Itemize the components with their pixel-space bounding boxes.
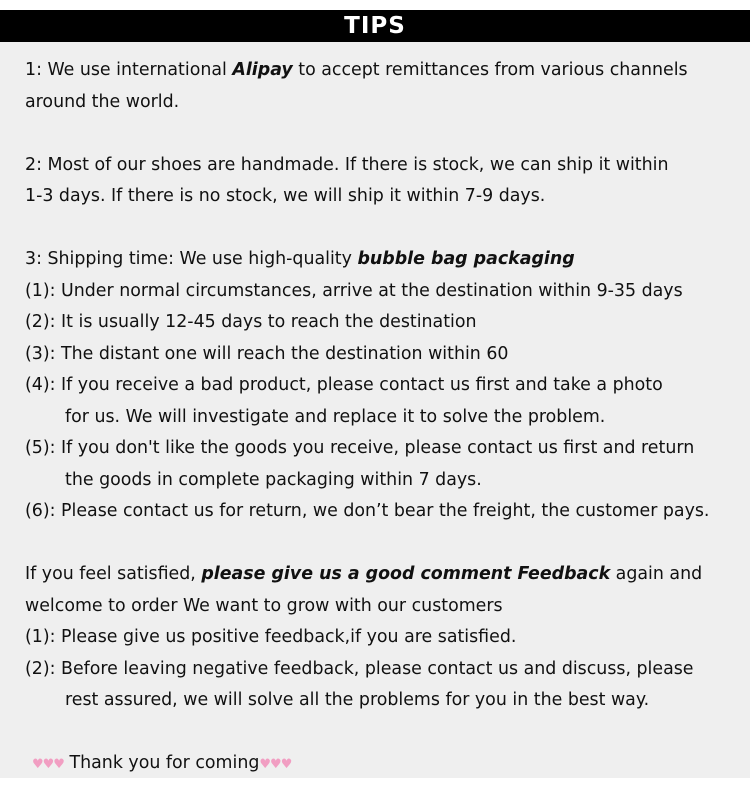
- shipping-item-3: (3): The distant one will reach the destination within 60: [25, 344, 509, 364]
- thanks-line: [32, 752, 291, 774]
- tip-2-line-1: 2: Most of our shoes are handmade. If there is stock, we can ship it within: [25, 155, 669, 175]
- feedback-text: If you feel satisfied,: [25, 564, 202, 584]
- page-title: TIPS: [344, 13, 406, 39]
- feedback-item-2: (2): Before leaving negative feedback, please contact us and discuss, please: [25, 659, 694, 679]
- hearts-icon: ♥♥♥: [32, 757, 64, 772]
- feedback-item-2-cont: rest assured, we will solve all the problems for you in the best way.: [65, 690, 650, 710]
- feedback-text-cont: again and: [610, 564, 703, 584]
- feedback-line-1: [25, 563, 702, 585]
- tips-title-bar: [0, 10, 750, 42]
- tip-2-line-2: 1-3 days. If there is no stock, we will ship it within 7-9 days.: [25, 186, 546, 206]
- tip-1-line-2: around the world.: [25, 92, 180, 112]
- shipping-item-4-cont: for us. We will investigate and replace it to solve the problem.: [65, 407, 606, 427]
- feedback-emphasis: please give us a good comment Feedback: [201, 564, 611, 584]
- alipay-emphasis: Alipay: [232, 60, 293, 80]
- shipping-item-4: (4): If you receive a bad product, please contact us first and take a photo: [25, 375, 663, 395]
- tip-1-text: 1: We use international: [25, 60, 233, 80]
- shipping-item-2: (2): It is usually 12-45 days to reach the destination: [25, 312, 477, 332]
- tip-3-text: 3: Shipping time: We use high-quality: [25, 249, 358, 269]
- shipping-item-1: (1): Under normal circumstances, arrive at the destination within 9-35 days: [25, 281, 683, 301]
- tip-1-line-1: [25, 59, 688, 81]
- hearts-icon: ♥♥♥: [259, 757, 292, 772]
- feedback-item-1: (1): Please give us positive feedback,if you are satisfied.: [25, 627, 517, 647]
- thanks-text: Thank you for coming: [63, 753, 260, 773]
- tip-3-heading: [25, 248, 575, 270]
- packaging-emphasis: bubble bag packaging: [357, 249, 575, 269]
- feedback-line-2: welcome to order We want to grow with our customers: [25, 596, 503, 616]
- shipping-item-5: (5): If you don't like the goods you receive, please contact us first and return: [25, 438, 695, 458]
- shipping-item-5-cont: the goods in complete packaging within 7 days.: [65, 470, 482, 490]
- tip-1-text-cont: to accept remittances from various channels: [292, 60, 688, 80]
- shipping-item-6: (6): Please contact us for return, we don’t bear the freight, the customer pays.: [25, 501, 710, 521]
